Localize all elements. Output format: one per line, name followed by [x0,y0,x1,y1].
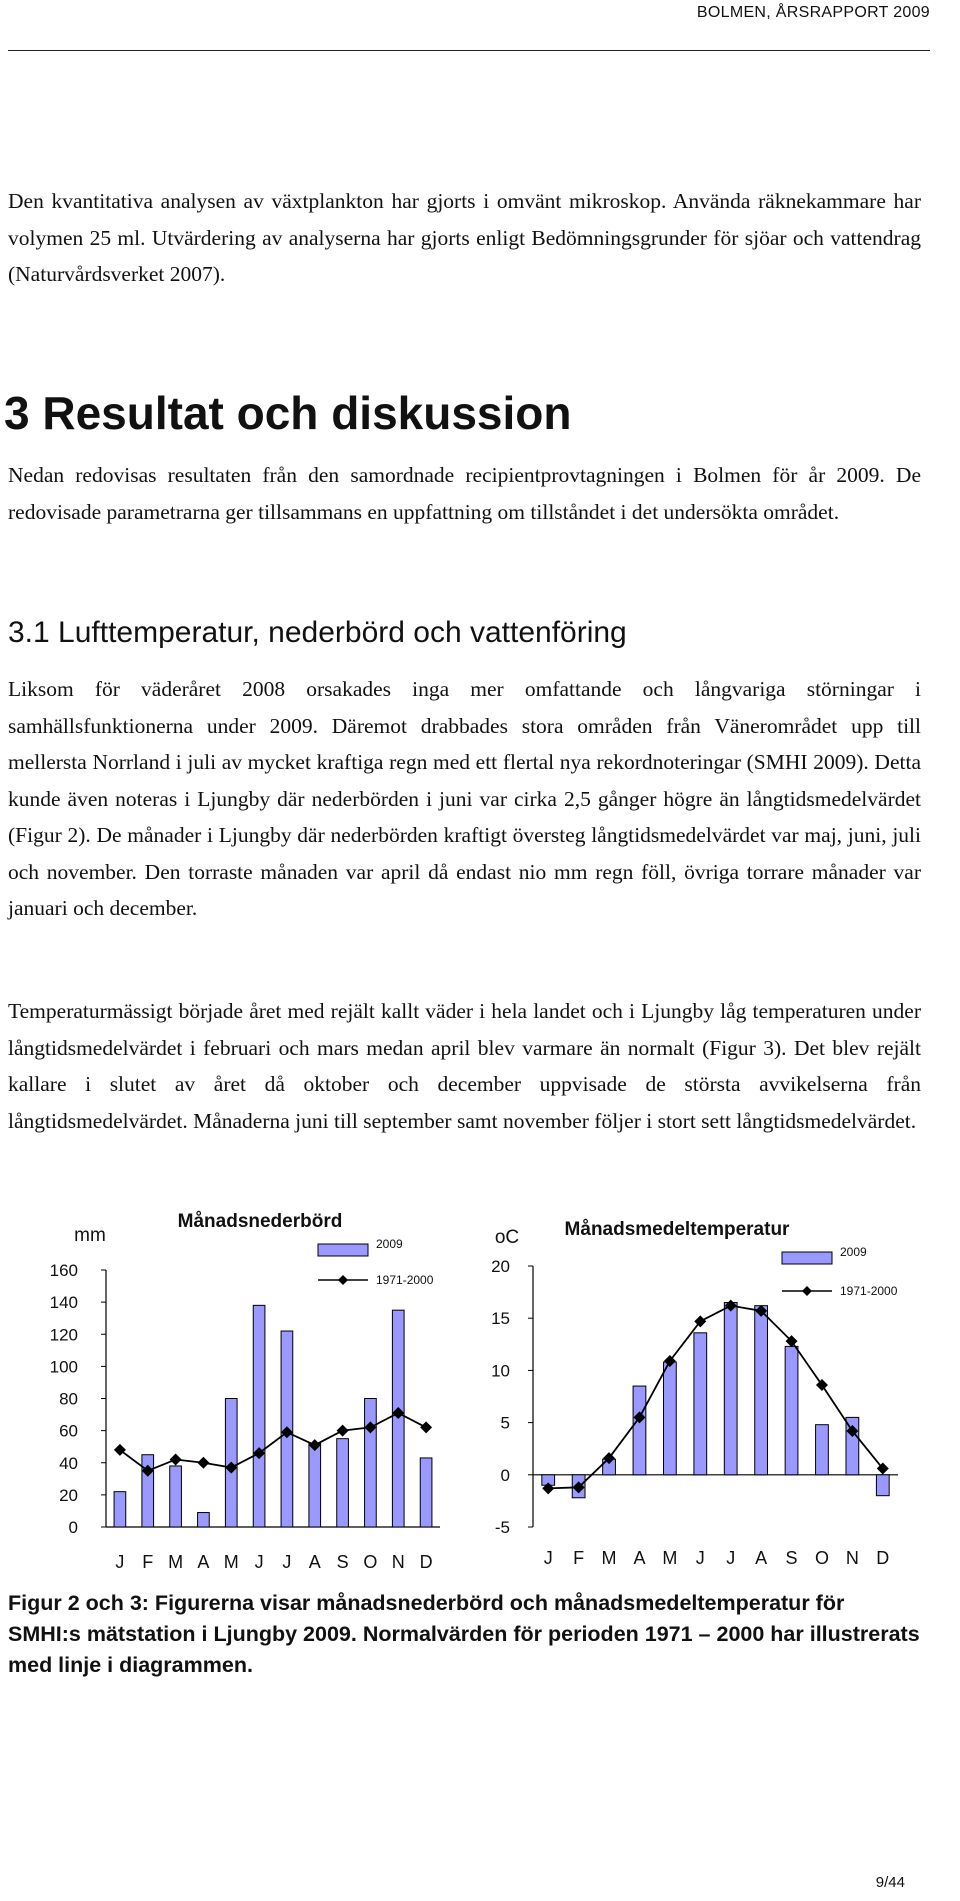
precip-bar [170,1466,182,1527]
precip-x-tick-label: F [142,1552,154,1572]
temp-x-tick-label: M [662,1548,678,1568]
precip-y-tick-label: 100 [49,1357,78,1377]
temp-bar [663,1362,676,1475]
precip-normal-line [120,1413,426,1471]
temp-legend-swatch-marker [802,1286,812,1296]
precip-x-tick-label: A [197,1552,210,1572]
precipitation-chart [30,1190,460,1585]
precip-normal-point [337,1425,349,1437]
section-paragraph: Nedan redovisas resultaten från den samordnade recipientprovtagningen i Bolmen för år 2009. De redovisade parametrarna ger tillsammans en uppfattning om tillståndet i det undersökta området. [8,463,921,524]
precip-bar [337,1439,349,1527]
temp-y-tick-label: 0 [500,1465,510,1485]
temp-y-tick-label: 20 [491,1257,510,1276]
precip-x-tick-label: J [282,1552,292,1572]
precip-normal-point [197,1457,209,1469]
header-rule [8,50,930,51]
precip-y-tick-label: 40 [59,1453,78,1473]
precip-y-tick-label: 60 [59,1421,78,1441]
temp-x-tick-label: D [876,1548,890,1568]
page-number: 9/44 [875,1874,905,1891]
section-heading: 3 Resultat och diskussion [4,387,572,439]
precip-x-tick-label: N [391,1552,405,1572]
precip-y-tick-label: 140 [49,1293,78,1313]
precip-x-tick-label: J [254,1552,264,1572]
temp-y-tick-label: 5 [500,1413,510,1433]
precip-y-tick-label: 120 [49,1325,78,1345]
temp-x-tick-label: J [726,1548,736,1568]
intro-paragraph: Den kvantitativa analysen av växtplankton har gjorts i omvänt mikroskop. Använda räknekammare har volymen 25 ml. Utvärdering av analyserna har gjorts enligt Bedömningsgrunder för sjöar och vattendrag (Naturvårdsverket 2007). [8,189,921,286]
precip-x-tick-label: J [115,1552,125,1572]
precip-x-tick-label: A [308,1552,321,1572]
temp-x-tick-label: A [633,1548,646,1568]
precip-x-tick-label: S [336,1552,349,1572]
temp-legend-swatch-bar [782,1252,832,1264]
temp-normal-point [816,1379,828,1391]
precip-x-tick-label: M [168,1552,184,1572]
temp-bar [816,1425,829,1475]
precip-y-tick-label: 20 [59,1485,78,1505]
temp-bar [755,1306,768,1475]
temp-legend-label: 2009 [840,1245,867,1259]
precip-legend-label: 2009 [376,1237,403,1251]
temp-bar [785,1346,798,1474]
precip-legend-swatch-bar [318,1244,368,1256]
precip-x-tick-label: M [223,1552,239,1572]
temp-legend-label: 1971-2000 [840,1284,898,1298]
precip-bar [420,1458,432,1527]
subsection-paragraph-2: Temperaturmässigt började året med rejält kallt väder i hela landet och i Ljungby låg temperaturen under långtidsmedelvärdet i februari och mars medan april blev varmare än normalt (Figur 3). Det blev rejält kallare i slutet av året då oktober och december uppvisade de största avvikelserna från långtidsmedelvärdet. Månaderna juni till september samt november följer i stort sett långtidsmedelvärdet. [8,999,921,1133]
temp-y-tick-label: -5 [494,1518,510,1537]
running-header: BOLMEN, ÅRSRAPPORT 2009 [696,4,930,21]
precip-y-tick-label: 80 [59,1389,78,1409]
precip-x-tick-label: O [363,1552,378,1572]
precip-chart-title: Månadsnederbörd [177,1211,343,1232]
precip-bar [365,1399,377,1528]
precip-legend-label: 1971-2000 [376,1273,434,1287]
precip-normal-point [420,1421,432,1433]
precip-bar [309,1443,321,1527]
precip-x-tick-label: D [419,1552,433,1572]
temp-x-tick-label: O [814,1548,829,1568]
precip-y-unit: mm [74,1225,106,1246]
temp-x-tick-label: N [845,1548,859,1568]
precip-y-tick-label: 160 [49,1261,78,1280]
temp-normal-line [548,1306,883,1489]
temp-bar [876,1475,889,1496]
temp-x-tick-label: S [785,1548,798,1568]
precip-y-tick-label: 0 [68,1518,78,1537]
precip-bar [198,1513,210,1527]
temp-x-tick-label: M [601,1548,617,1568]
temp-y-tick-label: 15 [491,1309,510,1329]
temp-bar [633,1386,646,1475]
subsection-paragraph-1: Liksom för väderåret 2008 orsakades inga mer omfattande och långvariga störningar i samhällsfunktionerna under 2009. Däremot drabbades stora områden från Vänerområdet upp till mellersta Norrland i juli av mycket kraftiga regn med ett flertal nya rekordnoteringar (SMHI 2009). Detta kunde även noteras i Ljungby där nederbörden i juni var cirka 2,5 gånger högre än långtidsmedelvärdet (Figur 2). De månader i Ljungby där nederbörden kraftigt översteg långtidsmedelvärdet var maj, juni, juli och november. Den torraste månaden var april då endast nio mm regn föll, övriga torrare månader var januari och december. [8,677,921,920]
temp-bar [694,1333,707,1475]
temp-y-unit: oC [494,1227,520,1248]
precip-normal-point [170,1454,182,1466]
temp-x-tick-label: J [543,1548,553,1568]
temp-chart-title: Månadsmedeltemperatur [564,1219,790,1240]
temp-x-tick-label: A [755,1548,768,1568]
temp-bar [724,1303,737,1475]
subsection-heading: 3.1 Lufttemperatur, nederbörd och vattenföring [8,616,627,649]
figure-caption: Figur 2 och 3: Figurerna visar månadsnederbörd och månadsmedeltemperatur för SMHI:s mätstation i Ljungby 2009. Normalvärden för perioden 1971 – 2000 har illustrerats med linje i diagrammen. [8,1591,920,1677]
temperature-chart [470,1190,920,1585]
precip-bar [253,1305,265,1527]
temp-y-tick-label: 10 [491,1361,510,1381]
temp-x-tick-label: J [695,1548,705,1568]
precip-legend-swatch-marker [338,1275,348,1285]
precip-bar [114,1492,126,1527]
temp-x-tick-label: F [573,1548,585,1568]
